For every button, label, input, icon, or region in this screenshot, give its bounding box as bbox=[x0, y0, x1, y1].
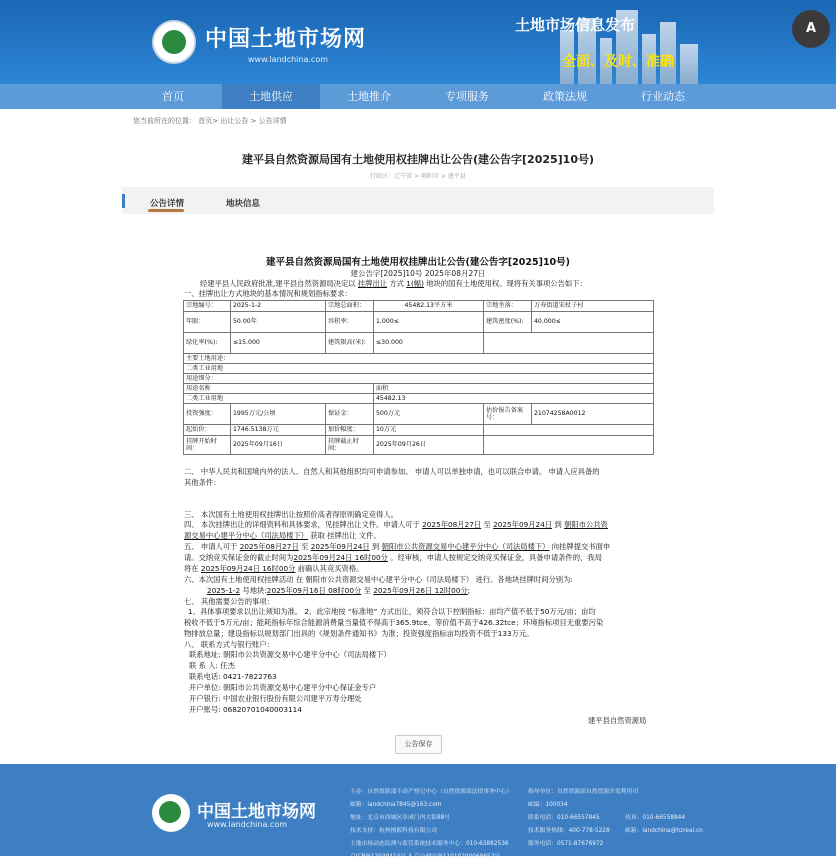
footer-monitor-center: 土地市场动态监测与监管系统技术服务中心：010-63882536 bbox=[350, 841, 509, 847]
table-row: 投资强度： 1995万元/公顷 保证金： 500万元 估价报告备案号： 21074258A0012 bbox=[184, 404, 654, 425]
account-number: 开户账号: 06820701040003114 bbox=[189, 705, 302, 714]
account-holder: 开户单位: 朝阳市公共资源交易中心建平分中心保证金专户 bbox=[189, 683, 377, 692]
footer-tech-support: 技术支持：杭州擅毅科技有限公司 bbox=[350, 828, 437, 834]
table-row: 年限： 50.00年 容积率： 1.000≤ 建筑密度(%): 40.000≤ bbox=[184, 312, 654, 333]
section-7-heading: 七、 其他需要公告的事项： bbox=[184, 597, 274, 606]
footer-address: 地址：北京市西城区阜成门内大街88号 bbox=[350, 815, 451, 821]
section-4-line-2: 源交易中心建平分中心（司法局楼下） 获取 挂牌出让 文件。 bbox=[184, 531, 381, 540]
site-name[interactable]: 中国土地市场网 bbox=[205, 26, 367, 52]
detail-tabs bbox=[122, 187, 714, 214]
tab-notice-detail[interactable]: 公告详情 bbox=[150, 199, 185, 209]
table-row: 挂牌开始时间： 2025年09月16日 挂牌截止时间： 2025年09月26日 bbox=[184, 436, 654, 455]
region-path: 行政区：辽宁省 > 朝阳市 > 建平县 bbox=[370, 173, 466, 180]
section-7-line-2: 税收不低于5万元/亩；能耗指标年综合能源消费量当量值不得高于365.9tce、等价值不高于426.32tce；环境指标项目无重要污染 bbox=[184, 618, 604, 627]
contact-person: 联 系 人: 任杰 bbox=[189, 661, 235, 670]
section-5-line-2: 请。交纳竞买保证金的截止时间为2025年09月24日 16时00分 。经审核，申请人按规定交纳竞买保证金，具备申请条件的，我局 bbox=[184, 553, 602, 562]
table-row: 绿化率(%): ≤15.000 建筑限高(米): ≤30.000 bbox=[184, 333, 654, 354]
section-8-heading: 八、 联系方式与银行账户： bbox=[184, 640, 274, 649]
footer-email-2: 邮箱：landchina@hzreal.cn bbox=[625, 828, 703, 834]
footer-logo-icon bbox=[152, 794, 190, 832]
site-logo-icon[interactable] bbox=[152, 20, 196, 64]
table-row: 二类工业用地 bbox=[184, 364, 654, 374]
section-2-line-2: 其他条件： bbox=[184, 478, 221, 487]
site-footer bbox=[0, 764, 836, 860]
nav-industry-news[interactable]: 行业动态 bbox=[641, 90, 685, 103]
section-4-line-1: 四、 本次挂牌出让的详细资料和具体要求，见挂牌出让文件。申请人可于 2025年08月27日 至 2025年09月24日 到 朝阳市公共资 bbox=[184, 520, 608, 529]
table-row: 主要土地用途： bbox=[184, 354, 654, 364]
contact-address: 联系地址: 朝阳市公共资源交易中心建平分中心（司法局楼下） bbox=[189, 650, 391, 659]
accessibility-badge-icon[interactable]: A bbox=[792, 10, 830, 48]
nav-land-promotion[interactable]: 土地推介 bbox=[347, 90, 391, 103]
page-title: 建平县自然资源局国有土地使用权挂牌出让公告(建公告字[2025]10号) bbox=[241, 153, 595, 166]
breadcrumb[interactable]: 您当前所在的位置： 首页> 出让公告 > 公告详情 bbox=[133, 117, 287, 125]
footer-postcode: 邮编：100034 bbox=[528, 802, 568, 808]
document-title: 建平县自然资源局国有土地使用权挂牌出让公告(建公告字[2025]10号) bbox=[265, 257, 571, 268]
nav-land-supply[interactable]: 土地供应 bbox=[222, 84, 320, 109]
signature: 建平县自然资源局 bbox=[588, 716, 647, 725]
table-row: 用途名称 面积 bbox=[184, 384, 654, 394]
main-nav bbox=[0, 84, 836, 109]
section-1-heading: 一、挂牌出让方式地块的基本情况和规划指标要求： bbox=[184, 289, 352, 298]
table-row: 用途细分： bbox=[184, 374, 654, 384]
account-bank: 开户银行: 中国农业银行股份有限公司建平万寿分理处 bbox=[189, 694, 362, 703]
slogan: 全面、及时、准确 bbox=[562, 54, 674, 70]
footer-host: 主办：自然资源部不动产登记中心（自然资源部法律事务中心） bbox=[350, 789, 513, 795]
footer-guide-unit: 指导单位：自然资源部自然资源开发利用司 bbox=[528, 789, 639, 795]
table-row: 宗地编号： 2025-1-2 宗地总面积： 45482.13平方米 宗地坐落： 万寿街道宋杖子村 bbox=[184, 301, 654, 312]
footer-hotline: 技术服务热线：400-778-5228 bbox=[528, 828, 610, 834]
footer-phone: 联系电话：010-66557845 bbox=[528, 815, 600, 821]
parcel-table bbox=[183, 300, 654, 455]
nav-home[interactable]: 首页 bbox=[162, 90, 184, 103]
footer-site-url: www.landchina.com bbox=[207, 820, 288, 829]
slogan-title: 土地市场信息发布 bbox=[515, 16, 636, 34]
section-6-line-2: 2025-1-2 号地块:2025年09月16日 08时00分 至 2025年09月26日 12时00分; bbox=[207, 586, 471, 595]
section-7-line-3: 物排放总量；建设指标以规划部门出具的《规划条件通知书》为准；投资强度指标亩均投资不低于133万元。 bbox=[184, 629, 534, 638]
section-2-line-1: 二、 中华人民共和国境内外的法人、自然人和其他组织均可申请参加。 申请人可以单独申请，也可以联合申请。 申请人应具备的 bbox=[184, 467, 600, 476]
document-number-date: 建公告字[2025]10号 2025年08月27日 bbox=[350, 269, 486, 278]
building-graphic bbox=[680, 44, 698, 84]
save-notice-button[interactable]: 公告保存 bbox=[395, 735, 442, 754]
table-row: 二类工业用地 45482.13 bbox=[184, 394, 654, 404]
section-7-line-1: 1、具体事项要求以出让须知为准。 2、此宗地按 “标准地” 方式出让，须符合以下控制指标：亩均产值不低于50万元/亩；亩均 bbox=[188, 607, 596, 616]
nav-special-services[interactable]: 专项服务 bbox=[445, 90, 489, 103]
section-6-line-1: 六、本次国有土地使用权挂牌活动 在 朝阳市公共资源交易中心建平分中心（司法局楼下） 进行。各地块挂牌时间分别为: bbox=[184, 575, 573, 584]
site-header bbox=[0, 0, 836, 84]
footer-service-phone: 服务电话：0571-87676972 bbox=[528, 841, 604, 847]
section-5-line-3: 将在 2025年09月24日 16时00分 前确认其竞买资格。 bbox=[184, 564, 364, 573]
contact-phone: 联系电话: 0421-7822763 bbox=[189, 672, 277, 681]
nav-policy[interactable]: 政策法规 bbox=[543, 90, 587, 103]
tab-accent-bar bbox=[122, 194, 125, 208]
footer-email: 邮箱：landchina7845@163.com bbox=[350, 802, 442, 808]
site-url: www.landchina.com bbox=[248, 55, 329, 64]
footer-fax: 传真：010-66558844 bbox=[625, 815, 686, 821]
tab-parcel-info[interactable]: 地块信息 bbox=[226, 199, 261, 209]
section-5-line-1: 五、 申请人可于 2025年08月27日 至 2025年09月24日 到 朝阳市公共资源交易中心建平分中心（司法局楼下） 向挂牌提交书面申 bbox=[184, 542, 611, 551]
tab-active-indicator bbox=[148, 209, 184, 212]
footer-site-name: 中国土地市场网 bbox=[197, 802, 316, 822]
section-3: 三、 本次国有土地使用权挂牌出让按照价高者得原则确定竞得人。 bbox=[184, 510, 398, 519]
footer-icp: 京ICP备12039414号-4 京公网安备11010200068652号 bbox=[350, 854, 501, 860]
table-row: 起始价： 1746.5138万元 加价幅度： 10万元 bbox=[184, 425, 654, 436]
intro-paragraph: 经建平县人民政府批准,建平县自然资源局决定以 挂牌出让 方式 1(幅) 地块的国有土地使用权。现将有关事项公告如下： bbox=[200, 279, 587, 288]
